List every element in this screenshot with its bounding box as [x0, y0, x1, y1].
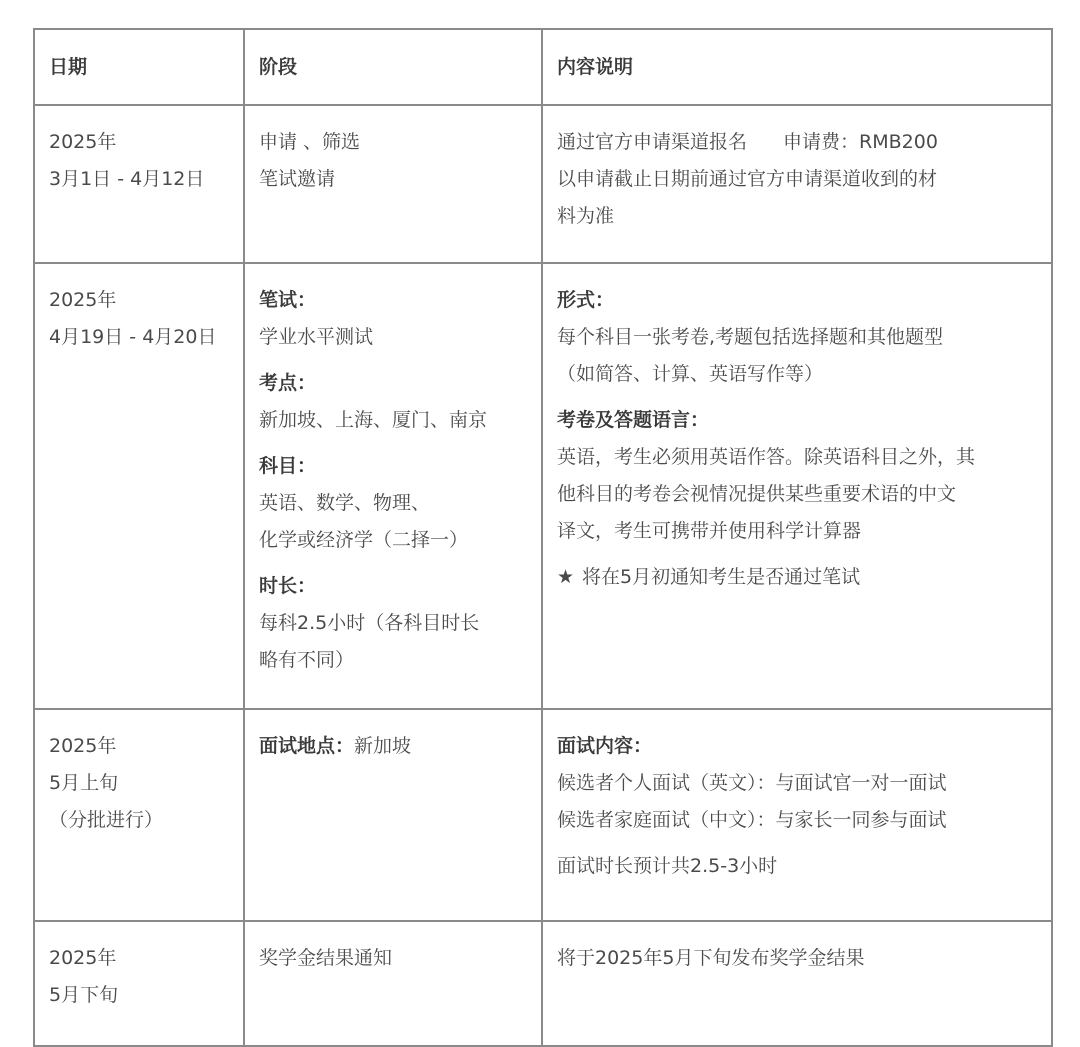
- stage-line: 奖学金结果通知: [259, 947, 393, 969]
- table-row: [34, 921, 1052, 1046]
- description-cell: [542, 709, 1052, 921]
- interview-content-label: 面试内容：: [557, 735, 653, 757]
- exam-value: 学业水平测试: [259, 326, 374, 348]
- form-text: （如简答、计算、英语写作等）: [557, 363, 824, 385]
- form-text: 每个科目一张考卷,考题包括选择题和其他题型: [557, 326, 944, 348]
- table-row: [34, 709, 1052, 921]
- exam-site-label: 考点：: [259, 372, 317, 394]
- description-line: [557, 124, 1037, 161]
- date-note: （分批进行）: [49, 809, 164, 831]
- language-label: 考卷及答题语言：: [557, 409, 710, 431]
- schedule-table: [33, 28, 1053, 1047]
- date-year: 2025年: [49, 131, 117, 153]
- date-cell: [34, 105, 244, 263]
- date-cell: [34, 921, 244, 1046]
- header-date: 日期: [34, 29, 244, 105]
- date-cell: [34, 709, 244, 921]
- notice-line: [557, 559, 1037, 596]
- exam-label: 笔试：: [259, 289, 317, 311]
- exam-site-value: 新加坡、上海、厦门、南京: [259, 409, 488, 431]
- date-year: 2025年: [49, 289, 117, 311]
- language-text: 英语，考生必须用英语作答。除英语科目之外，其: [557, 446, 976, 468]
- description-cell: [542, 105, 1052, 263]
- duration-label: 时长：: [259, 575, 317, 597]
- header-row: [34, 29, 1052, 105]
- description-cell: [542, 921, 1052, 1046]
- stage-cell: [244, 105, 542, 263]
- description-line: 以申请截止日期前通过官方申请渠道收到的材: [557, 168, 938, 190]
- table-row: [34, 105, 1052, 263]
- date-range: 5月上旬: [49, 772, 119, 794]
- header-description: 内容说明: [542, 29, 1052, 105]
- description-line: 将于2025年5月下旬发布奖学金结果: [557, 947, 865, 969]
- interview-location: [259, 728, 527, 765]
- date-cell: [34, 263, 244, 709]
- duration-value: 每科2.5小时（各科目时长: [259, 612, 480, 634]
- date-range: 5月下旬: [49, 984, 119, 1006]
- registration-channel: 通过官方申请渠道报名: [557, 131, 748, 153]
- notice-text: 将在5月初通知考生是否通过笔试: [582, 566, 861, 588]
- description-cell: [542, 263, 1052, 709]
- subject-value: 化学或经济学（二择一）: [259, 529, 469, 551]
- date-range: 4月19日 - 4月20日: [49, 326, 217, 348]
- duration-value: 略有不同）: [259, 649, 355, 671]
- application-fee: 申请费：RMB200: [783, 131, 938, 153]
- table-row: [34, 263, 1052, 709]
- stage-line: 申请 、筛选: [259, 131, 361, 153]
- description-line: 料为准: [557, 205, 615, 227]
- interview-content-text: 候选者个人面试（英文）：与面试官一对一面试: [557, 772, 947, 794]
- interview-location-label: 面试地点：: [259, 735, 355, 757]
- date-year: 2025年: [49, 947, 117, 969]
- subject-value: 英语、数学、物理、: [259, 492, 431, 514]
- date-year: 2025年: [49, 735, 117, 757]
- interview-location-value: 新加坡: [354, 735, 412, 757]
- header-stage: 阶段: [244, 29, 542, 105]
- language-text: 他科目的考卷会视情况提供某些重要术语的中文: [557, 483, 957, 505]
- interview-content-text: 候选者家庭面试（中文）：与家长一同参与面试: [557, 809, 947, 831]
- interview-duration: 面试时长预计共2.5-3小时: [557, 855, 778, 877]
- stage-cell: [244, 921, 542, 1046]
- subject-label: 科目：: [259, 455, 317, 477]
- stage-line: 笔试邀请: [259, 168, 336, 190]
- star-icon: ★: [557, 566, 575, 588]
- date-range: 3月1日 - 4月12日: [49, 168, 205, 190]
- language-text: 译文，考生可携带并使用科学计算器: [557, 520, 862, 542]
- form-label: 形式：: [557, 289, 615, 311]
- stage-cell: [244, 263, 542, 709]
- stage-cell: [244, 709, 542, 921]
